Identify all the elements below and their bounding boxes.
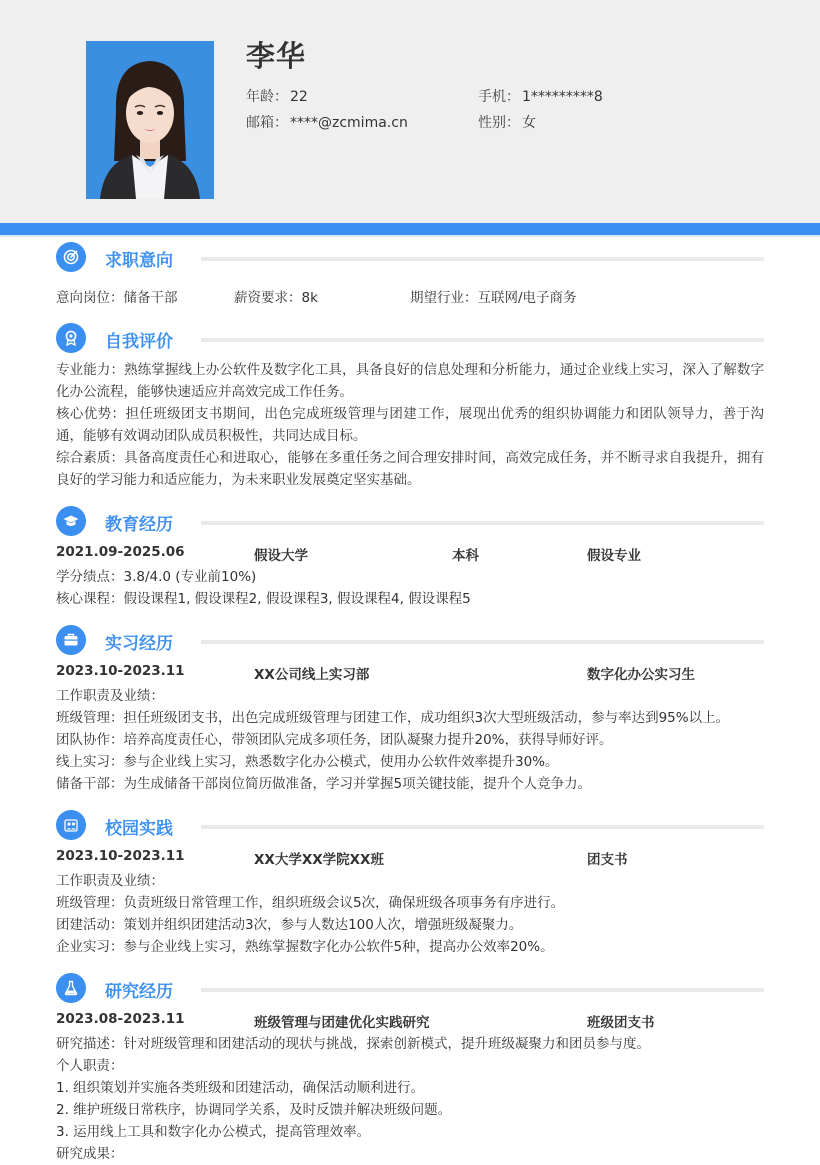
header-accent-bar (0, 223, 820, 235)
section-divider (201, 257, 764, 261)
section-header (56, 323, 764, 355)
internship-line: 线上实习：参与企业线上实习，熟悉数字化办公模式，使用办公软件效率提升30%。 (56, 754, 559, 770)
gender-label: 性别： (478, 115, 520, 131)
campus-entry-header (56, 846, 764, 870)
education-gpa: 学分绩点：3.8/4.0 (专业前10%) (56, 569, 257, 585)
internship-line: 工作职责及业绩： (56, 688, 164, 704)
phone-label: 手机： (478, 89, 520, 105)
target-icon (56, 242, 86, 272)
section-header (56, 625, 764, 657)
flask-icon (56, 973, 86, 1003)
resume-header (0, 0, 820, 223)
education-entry-header (56, 542, 764, 566)
intent-row (56, 286, 764, 308)
campus-period: 2023.10-2023.11 (56, 848, 185, 864)
header-accent-underline (0, 235, 820, 237)
campus-line: 企业实习：参与企业线上实习，熟练掌握数字化办公软件5种，提高办公效率20%。 (56, 939, 554, 955)
section-job-intent (56, 242, 764, 308)
campus-line: 班级管理：负责班级日常管理工作，组织班级会议5次，确保班级各项事务有序进行。 (56, 895, 565, 911)
section-campus-practice (56, 810, 764, 958)
research-line: 研究成果： (56, 1146, 124, 1162)
section-divider (201, 338, 764, 342)
intent-salary: 薪资要求：8k (234, 290, 318, 306)
internship-entry-header (56, 661, 764, 685)
section-title: 自我评价 (105, 332, 173, 352)
section-internship (56, 625, 764, 795)
education-degree: 本科 (452, 548, 479, 564)
self-eval-paragraph: 专业能力：熟练掌握线上办公软件及数字化工具，具备良好的信息处理和分析能力，通过企业线上实习，深入了解数字化办公流程，能够快速适应并高效完成工作任务。 (56, 362, 764, 400)
email-label: 邮箱： (246, 115, 288, 131)
campus-line: 工作职责及业绩： (56, 873, 164, 889)
phone-value: 1*********8 (522, 89, 603, 105)
section-header (56, 242, 764, 274)
section-research (56, 973, 764, 1165)
internship-line: 班级管理：担任班级团支书，出色完成班级管理与团建工作，成功组织3次大型班级活动，参与率达到95%以上。 (56, 710, 730, 726)
applicant-name: 李华 (246, 39, 307, 73)
research-line: 研究描述：针对班级管理和团建活动的现状与挑战，探索创新模式，提升班级凝聚力和团员参与度。 (56, 1036, 650, 1052)
research-line: 2. 维护班级日常秩序，协调同学关系，及时反馈并解决班级问题。 (56, 1102, 452, 1118)
research-entry-header (56, 1009, 764, 1033)
self-evaluation-body (56, 359, 764, 491)
campus-org: XX大学XX学院XX班 (254, 852, 384, 868)
research-line: 1. 组织策划并实施各类班级和团建活动，确保活动顺利进行。 (56, 1080, 425, 1096)
education-school: 假设大学 (254, 548, 308, 564)
phone-field (478, 86, 603, 106)
internship-role: 数字化办公实习生 (587, 667, 695, 683)
section-title: 实习经历 (105, 634, 173, 654)
section-title: 求职意向 (105, 251, 173, 271)
email-field (246, 112, 408, 132)
section-education (56, 506, 764, 610)
education-courses: 核心课程：假设课程1, 假设课程2, 假设课程3, 假设课程4, 假设课程5 (56, 591, 471, 607)
briefcase-icon (56, 625, 86, 655)
section-header (56, 810, 764, 842)
section-header (56, 506, 764, 538)
internship-period: 2023.10-2023.11 (56, 663, 185, 679)
internship-line: 储备干部：为生成储备干部岗位简历做准备，学习并掌握5项关键技能，提升个人竞争力。 (56, 776, 592, 792)
age-value: 22 (290, 89, 308, 105)
self-eval-paragraph: 综合素质：具备高度责任心和进取心，能够在多重任务之间合理安排时间，高效完成任务，并不断寻求自我提升，拥有良好的学习能力和适应能力，为未来职业发展奠定坚实基础。 (56, 450, 764, 488)
internship-org: XX公司线上实习部 (254, 667, 370, 683)
self-eval-paragraph: 核心优势：担任班级团支书期间，出色完成班级管理与团建工作，展现出优秀的组织协调能力和团队领导力，善于沟通，能够有效调动团队成员积极性，共同达成目标。 (56, 406, 764, 444)
research-line: 个人职责： (56, 1058, 124, 1074)
campus-line: 团建活动：策划并组织团建活动3次，参与人数达100人次，增强班级凝聚力。 (56, 917, 523, 933)
education-period: 2021.09-2025.06 (56, 544, 185, 560)
profile-photo (86, 41, 214, 199)
research-period: 2023.08-2023.11 (56, 1011, 185, 1027)
intent-position: 意向岗位：储备干部 (56, 290, 178, 306)
section-title: 研究经历 (105, 982, 173, 1002)
age-field (246, 86, 308, 106)
section-divider (201, 988, 764, 992)
section-divider (201, 825, 764, 829)
research-line: 3. 运用线上工具和数字化办公模式，提高管理效率。 (56, 1124, 371, 1140)
section-divider (201, 521, 764, 525)
education-major: 假设专业 (587, 548, 641, 564)
section-header (56, 973, 764, 1005)
email-value: ****@zcmima.cn (290, 115, 408, 131)
intent-industry: 期望行业：互联网/电子商务 (410, 290, 577, 306)
section-divider (201, 640, 764, 644)
graduation-cap-icon (56, 506, 86, 536)
gender-value: 女 (522, 115, 536, 131)
research-topic: 班级管理与团建优化实践研究 (254, 1015, 430, 1031)
internship-line: 团队协作：培养高度责任心，带领团队完成多项任务，团队凝聚力提升20%，获得导师好评。 (56, 732, 613, 748)
research-role: 班级团支书 (587, 1015, 655, 1031)
badge-icon (56, 323, 86, 353)
section-self-evaluation (56, 323, 764, 491)
gender-field (478, 112, 536, 132)
section-title: 校园实践 (105, 819, 173, 839)
age-label: 年龄： (246, 89, 288, 105)
section-title: 教育经历 (105, 515, 173, 535)
people-icon (56, 810, 86, 840)
campus-role: 团支书 (587, 852, 628, 868)
